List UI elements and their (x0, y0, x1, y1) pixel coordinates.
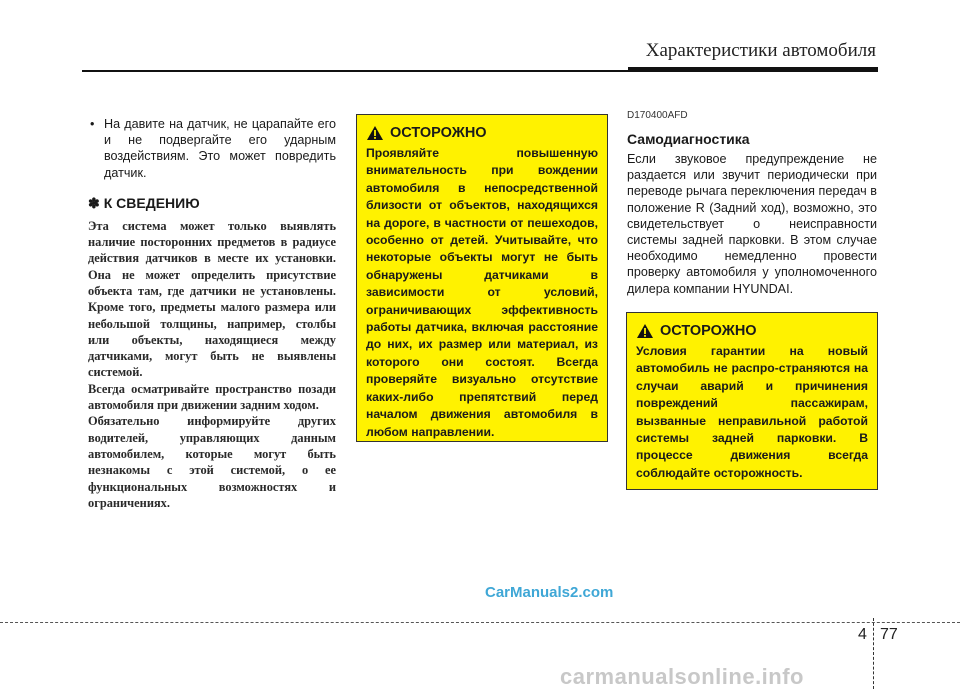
warning-box (356, 114, 608, 442)
info-title: К СВЕДЕНИЮ (103, 195, 200, 212)
page-chapter: 4 (858, 626, 867, 643)
footer-divider (873, 618, 874, 689)
info-paragraph: Эта система может только выявлять наличие посторонних предметов в радиусе действия датчиков в месте их установки. Она не может определить присутствие объекта там, где датчики не установлены. Кроме того, предметы малого размера или небольшой толщины, например, столбы или объекты, находящиеся между датчиками, могут быть не выявлены системой. (88, 218, 336, 380)
info-heading (88, 195, 336, 212)
right-column (627, 110, 877, 297)
bullet-dot-icon: • (90, 117, 95, 131)
page-header-title: Характеристики автомобиля (645, 40, 876, 61)
page-number: 77 (880, 626, 898, 643)
info-body (88, 218, 336, 511)
warning-text: Проявляйте повышенную внимательность при вождении автомобиля в непосредственной близости от объектов, находящихся на дороге, в частности от пешеходов, особенно от детей. Учитывайте, что некоторые объекты могут не быть обнаружены датчиками в зависимости от условий, ограничивающих эффективность работы датчика, включая расстояние до них, их размер или материал, из которого они состоят. Всегда проверяйте визуально отсутствие каких-либо препятствий перед началом движения автомобиля в любом направлении. (366, 146, 598, 439)
footer-dashed-rule (0, 622, 960, 623)
warning-title: ОСТОРОЖНО (390, 125, 487, 141)
header-bar (628, 67, 878, 72)
warning-title: ОСТОРОЖНО (660, 323, 757, 339)
warning-triangle-icon (366, 125, 384, 141)
bullet-text: На давите на датчик, не царапайте его и не подвергайте его ударным воздействиям. Это может повредить датчик. (104, 117, 336, 180)
asterisk-icon: ✽ (88, 194, 100, 211)
section-title: Самодиагностика (627, 131, 750, 147)
section-body: Если звуковое предупреждение не раздается или звучит периодически при переводе рычага переключения передач в положение R (Задний ход), возможно, это свидетельствует о неисправности системы задней парковки. В этом случае необходимо немедленно провести проверку автомобиля у уполномоченного дилера компании HYUNDAI. (627, 152, 877, 296)
footer-site-watermark: carmanualsonline.info (560, 664, 804, 689)
warning-heading (366, 125, 598, 141)
section-code: D170400AFD (627, 110, 688, 121)
watermark-link[interactable]: CarManuals2.com (485, 584, 614, 601)
left-column (88, 116, 336, 511)
warning-text: Условия гарантии на новый автомобиль не распро-страняются на случаи аварий и причинения повреждений пассажирам, вызванные неправильной работой системы задней парковки. В процессе движения всегда соблюдайте осторожность. (636, 344, 868, 480)
warning-box (626, 312, 878, 490)
info-paragraph: Всегда осматривайте пространство позади автомобиля при движении задним ходом. (88, 381, 336, 413)
warning-heading (636, 323, 868, 339)
bullet-item (88, 116, 336, 181)
warning-triangle-icon (636, 323, 654, 339)
info-paragraph: Обязательно информируйте других водителей, управляющих данным автомобилем, которые могут быть незнакомы с этой системой, о ее функциональных возможностях и ограничениях. (88, 414, 336, 510)
